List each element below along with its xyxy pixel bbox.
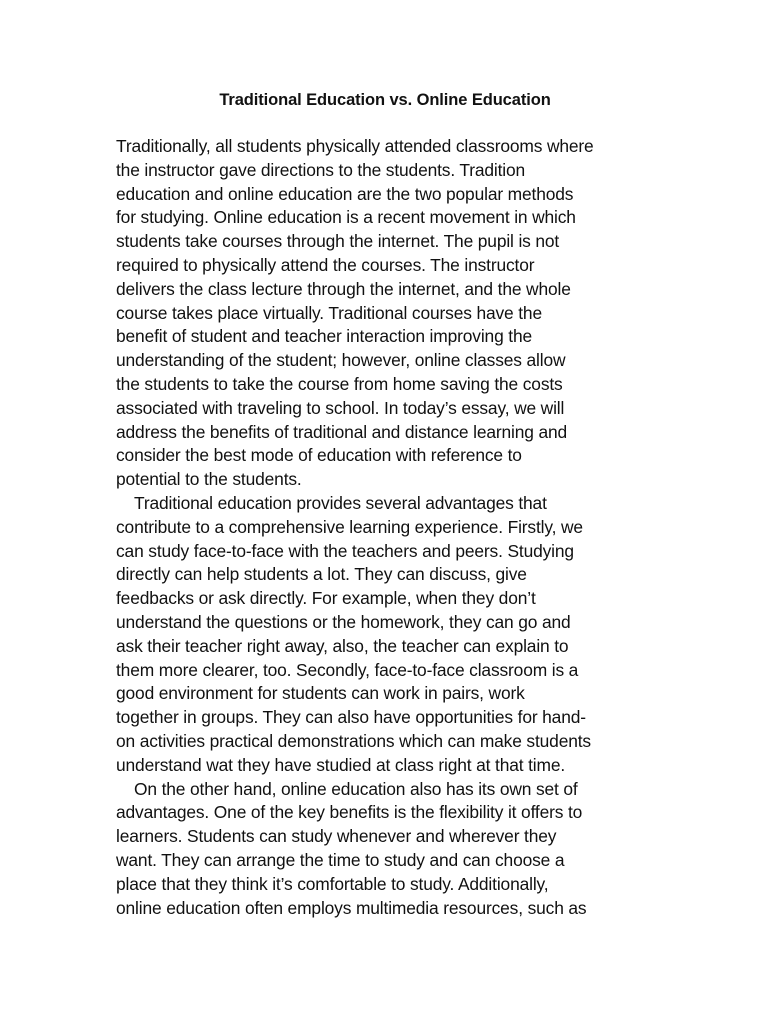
text-line: good environment for students can work in pairs, work xyxy=(116,683,525,704)
text-line: together in groups. They can also have opportunities for hand- xyxy=(116,707,586,728)
text-line: understanding of the student; however, online classes allow xyxy=(116,350,566,371)
text-line: the students to take the course from home saving the costs xyxy=(116,373,563,394)
text-line: On the other hand, online education also has its own set of xyxy=(134,778,578,799)
text-line: benefit of student and teacher interaction improving the xyxy=(116,326,533,347)
text-line: consider the best mode of education with reference to xyxy=(116,445,522,466)
text-line: want. They can arrange the time to study and can choose a xyxy=(116,849,565,870)
text-line: learners. Students can study whenever and wherever they xyxy=(116,826,557,847)
text-line: for studying. Online education is a recent movement in which xyxy=(116,207,576,228)
text-line: advantages. One of the key benefits is the flexibility it offers to xyxy=(116,802,583,823)
text-line: understand wat they have studied at class right at that time. xyxy=(116,754,566,775)
text-line: address the benefits of traditional and distance learning and xyxy=(116,421,568,442)
text-line: students take courses through the internet. The pupil is not xyxy=(116,231,560,252)
text-line: potential to the students. xyxy=(116,469,302,490)
text-line: delivers the class lecture through the internet, and the whole xyxy=(116,278,571,299)
text-line: directly can help students a lot. They can discuss, give xyxy=(116,564,527,585)
text-line: can study face-to-face with the teachers and peers. Studying xyxy=(116,540,574,561)
text-line: Traditional education provides several advantages that xyxy=(134,492,547,513)
text-line: contribute to a comprehensive learning experience. Firstly, we xyxy=(116,516,583,537)
text-line: education and online education are the two popular methods xyxy=(116,183,574,204)
document-content xyxy=(116,89,654,920)
text-line: course takes place virtually. Traditional courses have the xyxy=(116,302,542,323)
text-line: them more clearer, too. Secondly, face-to-face classroom is a xyxy=(116,659,579,680)
text-line: ask their teacher right away, also, the teacher can explain to xyxy=(116,635,569,656)
text-line: required to physically attend the courses. The instructor xyxy=(116,254,535,275)
document-body xyxy=(116,135,654,920)
text-line: on activities practical demonstrations which can make students xyxy=(116,730,591,751)
text-line: place that they think it’s comfortable to study. Additionally, xyxy=(116,873,549,894)
text-line: understand the questions or the homework, they can go and xyxy=(116,611,571,632)
text-line: associated with traveling to school. In today’s essay, we will xyxy=(116,397,565,418)
text-line: online education often employs multimedia resources, such as xyxy=(116,897,587,918)
text-line: Traditionally, all students physically attended classrooms where xyxy=(116,136,594,156)
text-line: the instructor gave directions to the students. Tradition xyxy=(116,159,526,180)
document-title: Traditional Education vs. Online Education xyxy=(219,91,551,109)
text-line: feedbacks or ask directly. For example, when they don’t xyxy=(116,588,536,609)
